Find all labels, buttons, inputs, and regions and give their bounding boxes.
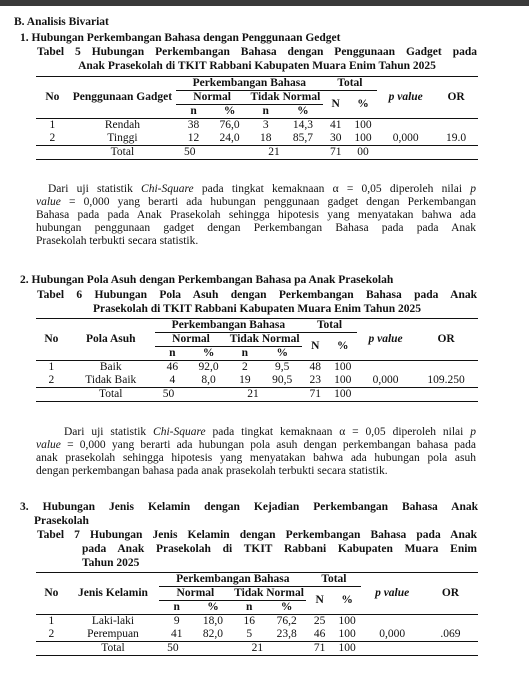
cell-no: 1 <box>48 615 55 627</box>
col-header-or: OR <box>423 573 478 615</box>
cell-n-normal: 9 <box>173 615 180 627</box>
col-header-tidak-normal: Tidak Normal <box>250 91 321 103</box>
cell-n-normal: 12 <box>187 132 200 144</box>
col-header-pct: % <box>194 601 231 615</box>
cell-N: 46 <box>313 628 326 640</box>
s1-paragraph <box>36 183 476 248</box>
cell-N: 41 <box>329 119 342 131</box>
cell-total-normal: 50 <box>184 146 196 158</box>
col-header-tidak-normal: Tidak Normal <box>229 333 300 345</box>
col-header-pct: % <box>190 347 227 361</box>
paragraph-line: Dari uji statistik Chi-Square pada tingkat kemaknaan α = 0,05 diperoleh nilai p <box>64 426 476 438</box>
cell-pct-normal: 18,0 <box>202 615 224 627</box>
col-header-no: No <box>36 77 69 119</box>
col-header-total: Total <box>302 319 357 333</box>
cell-total-label: Total <box>110 146 135 158</box>
cell-label: Tinggi <box>107 132 138 144</box>
table-total-row <box>36 388 478 402</box>
cell-pct-tidak: 23,8 <box>276 628 297 640</box>
col-header-pct: % <box>283 105 322 119</box>
col-header-N: N <box>302 333 328 361</box>
cell-n-tidak: 5 <box>246 628 253 640</box>
col-header-pvalue: p value <box>361 573 423 615</box>
col-header-total: Total <box>306 573 361 587</box>
cell-n-tidak: 18 <box>259 132 272 144</box>
col-header-N: N <box>323 91 349 119</box>
top-bar <box>0 0 529 6</box>
section-title: B. Analisis Bivariat <box>14 16 109 28</box>
col-header-pct: % <box>262 347 302 361</box>
cell-no: 1 <box>48 361 55 373</box>
cell-label: Perempuan <box>87 628 139 640</box>
col-header-variable: Jenis Kelamin <box>67 573 159 615</box>
col-header-n: n <box>232 601 267 615</box>
cell-pct: 100 <box>338 628 356 640</box>
cell-or: 109.250 <box>427 374 465 386</box>
s3-heading-line1: 3. Hubungan Jenis Kelamin dengan Kejadian Perkembangan Bahasa Anak <box>20 501 478 513</box>
cell-n-normal: 41 <box>170 628 183 640</box>
table-total-row <box>36 146 478 160</box>
cell-pct-tidak: 76,2 <box>276 615 297 627</box>
col-header-group: Perkembangan Bahasa <box>155 319 302 333</box>
col-header-n: n <box>159 601 194 615</box>
s1-heading: 1. Hubungan Perkembangan Bahasa dengan Penggunaan Gedget <box>20 32 341 44</box>
cell-label: Tidak Baik <box>85 374 137 386</box>
col-header-variable: Penggunaan Gadget <box>69 77 176 119</box>
cell-total-tidak: 21 <box>251 642 264 654</box>
s3-heading-line2: Prasekolah <box>34 515 89 527</box>
col-header-N: N <box>306 587 332 615</box>
cell-pvalue: 0,000 <box>392 132 419 144</box>
col-header-or: OR <box>414 319 478 361</box>
table-total-row <box>36 642 478 656</box>
col-header-pct: % <box>333 587 362 615</box>
cell-total-pct: 00 <box>357 146 369 158</box>
table-6 <box>36 318 478 402</box>
s3-caption-line3: Tahun 2025 <box>82 557 140 569</box>
paragraph-line: Bahasa pada pada Anak Prasekolah sehingga hipotesis yang menyatakan bahwa ada <box>36 209 476 221</box>
col-header-n: n <box>248 105 283 119</box>
cell-pct-tidak: 85,7 <box>292 132 313 144</box>
cell-N: 48 <box>309 361 321 373</box>
cell-pct-normal: 8,0 <box>201 374 216 386</box>
col-header-or: OR <box>434 77 478 119</box>
col-header-no: No <box>36 573 67 615</box>
col-header-no: No <box>36 319 67 361</box>
cell-pct-tidak: 90,5 <box>272 374 293 386</box>
cell-total-normal: 50 <box>167 642 179 654</box>
table-row <box>36 361 478 375</box>
s3-caption-line2: pada Anak Prasekolah di TKIT Rabbani Kabupaten Muara Enim <box>82 543 477 555</box>
paragraph-line: dengan perkembangan bahasa pada anak prasekolah terbukti secara statistik. <box>36 465 388 477</box>
paragraph-line: anak prasekolah sehingga hipotesis yang menyatakan bahwa ada hubungan pola asuh <box>36 452 476 464</box>
col-header-n: n <box>176 105 211 119</box>
cell-n-tidak: 19 <box>239 374 251 386</box>
cell-pct-normal: 24,0 <box>219 132 240 144</box>
cell-pct: 100 <box>334 361 352 373</box>
paragraph-line: value = 0,000 yang berarti ada hubungan pola asuh dengan perkembangan bahasa pada <box>36 439 476 451</box>
paragraph-line: Dari uji statistik Chi-Square pada tingkat kemaknaan α = 0,05 diperoleh nilai p <box>48 183 476 195</box>
cell-total-tidak: 21 <box>268 146 280 158</box>
cell-n-tidak: 2 <box>241 361 248 373</box>
cell-no: 2 <box>48 374 55 386</box>
cell-or: 19.0 <box>446 132 467 144</box>
cell-n-normal: 38 <box>187 119 200 131</box>
cell-n-normal: 4 <box>169 374 176 386</box>
col-header-variable: Pola Asuh <box>67 319 155 361</box>
col-header-n: n <box>227 347 262 361</box>
cell-label: Rendah <box>104 119 140 131</box>
s2-caption-line2: Prasekolah di TKIT Rabbani Kabupaten Muara Enim Tahun 2025 <box>92 303 422 315</box>
table-row <box>36 119 478 133</box>
cell-total-N: 71 <box>309 388 321 400</box>
cell-total-tidak: 21 <box>247 388 259 400</box>
table-5 <box>36 76 478 160</box>
cell-total-label: Total <box>99 388 123 400</box>
cell-total-pct: 100 <box>334 388 352 400</box>
cell-pct: 100 <box>354 119 372 131</box>
cell-no: 2 <box>49 132 56 144</box>
cell-or: .069 <box>440 628 461 640</box>
cell-no: 2 <box>48 628 55 640</box>
table-row <box>36 615 478 629</box>
col-header-pct: % <box>267 601 307 615</box>
cell-N: 25 <box>313 615 326 627</box>
cell-total-N: 71 <box>313 642 326 654</box>
s2-heading: 2. Hubungan Pola Asuh dengan Perkembangan Bahasa pa Anak Prasekolah <box>20 274 394 286</box>
cell-N: 23 <box>309 374 321 386</box>
col-header-group: Perkembangan Bahasa <box>159 573 306 587</box>
col-header-normal: Normal <box>176 587 215 599</box>
cell-pct-normal: 76,0 <box>219 119 240 131</box>
cell-pvalue: 0,000 <box>379 628 406 640</box>
col-header-n: n <box>155 347 190 361</box>
s1-caption-line1: Tabel 5 Hubungan Perkembangan Bahasa dengan Penggunaan Gadget pada <box>37 46 477 58</box>
cell-pct-normal: 92,0 <box>198 361 219 373</box>
cell-total-normal: 50 <box>162 388 175 400</box>
s2-caption-line1: Tabel 6 Hubungan Pola Asuh dengan Perkembangan Bahasa pada Anak <box>37 289 477 301</box>
cell-total-label: Total <box>101 642 125 654</box>
s1-caption-line2: Anak Prasekolah di TKIT Rabbani Kabupaten Muara Enim Tahun 2025 <box>78 60 436 72</box>
col-header-normal: Normal <box>172 333 210 345</box>
cell-total-N: 71 <box>329 146 342 158</box>
col-header-total: Total <box>323 77 378 91</box>
paragraph-line: Prasekolah terbukti secara statistik. <box>36 235 199 247</box>
col-header-pct: % <box>211 105 248 119</box>
cell-pct-tidak: 14,3 <box>292 119 313 131</box>
cell-n-tidak: 3 <box>262 119 269 131</box>
col-header-group: Perkembangan Bahasa <box>176 77 323 91</box>
s3-caption-line1: Tabel 7 Hubungan Jenis Kelamin dengan Perkembangan Bahasa pada Anak <box>37 529 477 541</box>
cell-n-tidak: 16 <box>243 615 255 627</box>
cell-no: 1 <box>49 119 56 131</box>
col-header-pct: % <box>328 333 357 361</box>
paragraph-line: hubungan penggunaan gadget dengan Perkembangan Bahasa pada pada Anak <box>36 222 476 234</box>
cell-label: Baik <box>99 361 122 373</box>
cell-label: Laki-laki <box>91 615 135 627</box>
cell-pct-normal: 82,0 <box>202 628 224 640</box>
cell-pvalue: 0,000 <box>372 374 399 386</box>
s2-paragraph <box>36 426 476 478</box>
table-7 <box>36 572 478 656</box>
cell-total-pct: 100 <box>338 642 356 654</box>
cell-n-normal: 46 <box>166 361 179 373</box>
cell-pct: 100 <box>354 132 372 144</box>
cell-pct: 100 <box>334 374 352 386</box>
col-header-tidak-normal: Tidak Normal <box>234 587 304 599</box>
col-header-pct: % <box>349 91 377 119</box>
cell-pct: 100 <box>338 615 356 627</box>
col-header-pvalue: p value <box>357 319 414 361</box>
cell-pct-tidak: 9,5 <box>275 361 290 373</box>
col-header-normal: Normal <box>193 91 231 103</box>
col-header-pvalue: p value <box>377 77 434 119</box>
cell-N: 30 <box>329 132 342 144</box>
paragraph-line: value = 0,000 yang berarti ada hubungan penggunaan gadget dengan Perkembangan <box>36 196 476 208</box>
